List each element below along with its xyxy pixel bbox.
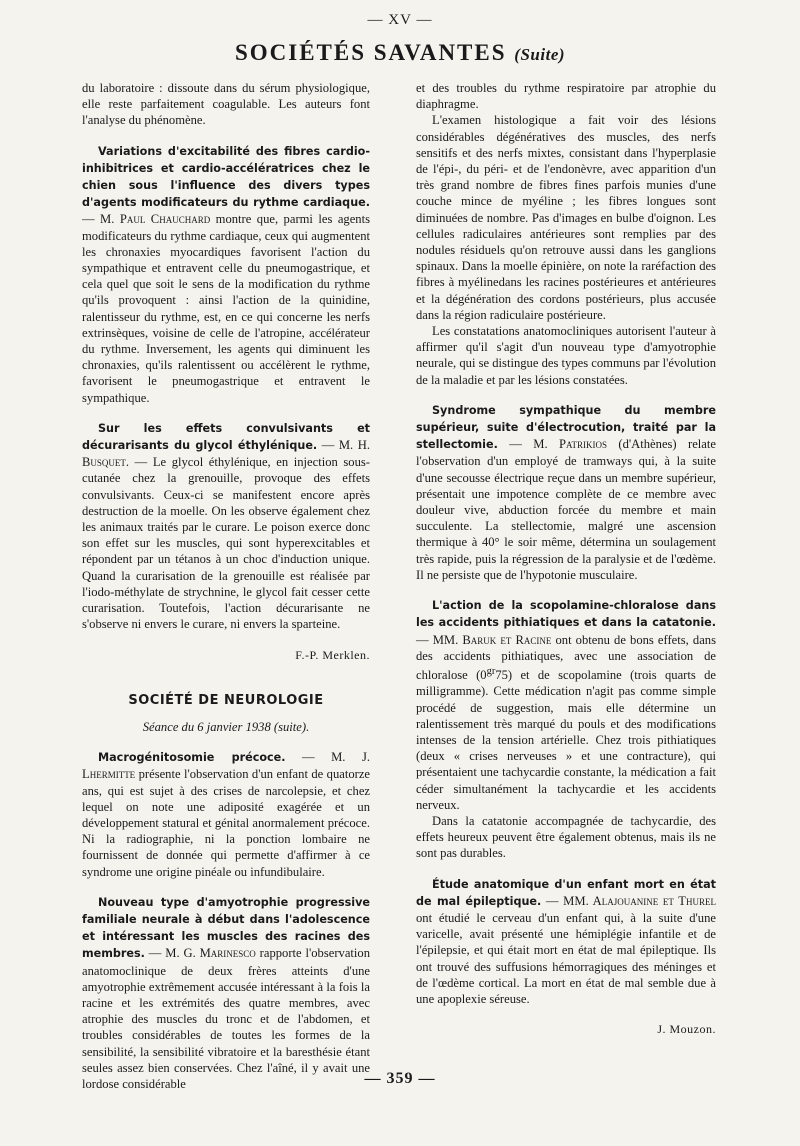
entry-author: M. J. Lhermitte <box>82 750 371 782</box>
paragraph: L'examen histologique a fait voir des lésions considérables dégénératives des muscles, des nerfs sensitifs et des nerfs mixtes, consistant dans l'hyperplasie de l'épi-, du péri- et de l'endonèvre, avec apparition d'un très grand nombre de fibres fines parfois munies d'une couche mince de myéline ; les fibres longues sont diminuées de nombre. Pas d'images en bulbe d'oignon. Les cellules radiculaires antérieures sont remplies par des nodules résiduels qu'on retrouve aussi dans les ganglions spinaux. Dans la moelle épinière, on note la raréfaction des fibres à myélinedans les racines postérieures et antérieures et la dégénération des cordons postérieurs, plus accusée dans la région radiculaire postérieure. <box>416 113 716 322</box>
entry-author: M. H. Busquet. <box>82 438 370 470</box>
entry-title: L'action de la scopolamine-chloralose dans les accidents pithiatiques et dans la catatonie. <box>416 599 716 630</box>
entry-author: MM. Baruk et Racine <box>432 632 552 647</box>
entry-marinesco: Nouveau type d'amyotrophie progressive familiale neurale à début dans l'adolescence et intéressant les muscles des racines des membres. — M. G. Marinesco rapporte l'observation anatomoclinique de deux frères atteints d'une amyotrophie extrêmement accusée intéressant à la fois la racine et les extrémités des quatre membres, avec atrophie des muscles du tronc et de l'abdomen, et troubles considérables de toutes les formes de la sensibilité, la sensibilité vibratoire et la baresthésie étant seules assez bien conservées. Chez l'aîné, il y avait une lordose considérable <box>82 895 371 1091</box>
entry-author: M. Paul Chauchard <box>100 212 211 227</box>
entry-body-continued: 75) et de scopolamine (trois quarts de milligramme). Cette médication n'agit pas comme simple procédé de suggestion, mais elle détermine un ralentissement très marqué du pouls et des modifications intenses de la tension artérielle. Chez trois pithiatiques (deux « crises nerveuses » et une contracture), qui présentaient une tachycardie constante, la médication a fait céder simultanément la tachycardie et les accidents nerveux. <box>416 668 716 812</box>
entry-baruk-racine: L'action de la scopolamine-chloralose dans les accidents pithiatiques et dans la catatonie. — MM. Baruk et Racine ont obtenu de bons effets, dans des accidents pithiatiques, avec une association de chloralose $(0^{gr}75)$ et de scopolamine (trois quarts de milligramme). Cette médication n'agit pas comme simple procédé de suggestion, mais elle détermine un ralentissement très marqué du pouls et des modifications intenses de la tension artérielle. Chez trois pithiatiques (deux « crises nerveuses » et une contracture), qui présentaient une tachycardie constante, la médication a fait céder simultanément la tachycardie et les accidents nerveux. <box>416 599 716 812</box>
left-intro: du laboratoire : dissoute dans du sérum physiologique, elle reste parfaitement coagulable. Les auteurs font l'analyse du phénomène. <box>82 81 370 128</box>
entry-body: ont étudié le cerveau d'un enfant qui, à la suite d'une varicelle, avait présenté une hémiplégie infantile et de l'épilepsie, et qui était mort en état de mal épileptique. Ils ont trouvé des suffusions hémorragiques des méninges et de l'œdème cortical. La mort en état de mal semble due à une apoplexie séreuse. <box>416 910 716 1006</box>
entry-body: présente l'observation d'un enfant de quatorze ans, qui est sujet à des crises de narcolepsie, et chez lequel on note une adiposité exagérée et un développement statural et génital anormalement précoce. Ni la radiographie, ni la ponction lombaire ne fournissent de donnée qui permette d'affirmer à ce syndrome une origine pinéale ou infundibulaire. <box>82 767 370 879</box>
entry-title: Syndrome sympathique du membre supérieur, suite d'électrocution, traité par la stellectomie. <box>416 403 716 452</box>
entry-title: Nouveau type d'amyotrophie progressive familiale neurale à début dans l'adolescence et intéressant les muscles des racines des membres. <box>82 895 370 961</box>
entry-title: Étude anatomique d'un enfant mort en état de mal épileptique. <box>416 877 716 908</box>
page-title <box>0 40 800 66</box>
entry-author: M. Patrikios <box>533 437 607 452</box>
entry-title: Variations d'excitabilité des fibres cardio-inhibitrices et cardio-accélératrices chez le chien sous l'influence des divers types d'agents modificateurs du rythme cardiaque. <box>82 144 370 210</box>
entry-body: ont obtenu de bons effets, dans des accidents pithiatiques, avec une association de chloralose (0 <box>416 632 716 683</box>
entry-lhermitte: Macrogénitosomie précoce. — M. J. Lhermitte présente l'observation d'un enfant de quatorze ans, qui est sujet à des crises de narcolepsie, et chez lequel on note une adiposité exagérée et un développement statural et génital anormalement précoce. Ni la radiographie, ni la ponction lombaire ne fournissent de donnée qui permette d'affirmer à ce syndrome une origine pinéale ou infundibulaire. <box>82 750 371 879</box>
entry-busquet: Sur les effets convulsivants et décurarisants du glycol éthylénique. — M. H. Busquet. — Le glycol éthylénique, en injection sous-cutanée chez la grenouille, provoque des effets convulsivants. Ceux-ci se manifestent encore après destruction de la moelle. On les observe également chez les animaux traités par le curare. Le poison exerce donc son effet sur les muscles, qui sont hyperexcitables et répondent par un tétanos à un choc d'induction unique. Quand la curarisation de la grenouille est réalisée par l'iodo-méthylate de strychnine, le glycol fait cesser cette curarisation. Toutefois, l'action décurarisante ne s'observe ni envers le curare, ni envers la sparteine. <box>82 421 370 632</box>
entry-chauchard: Variations d'excitabilité des fibres cardio-inhibitrices et cardio-accélératrices chez le chien sous l'influence des divers types d'agents modificateurs du rythme cardiaque. — M. Paul Chauchard montre que, parmi les agents modificateurs du rythme cardiaque, ceux qui augmentent les chronaxies myocardiques favorisent l'action du sympathique et entravent celle du pneumogastrique, et cela quel que soit le sens de la modification du rythme qu'ils provoquent : ainsi l'action de la quinidine, ralentisseur du rythme, est, en ce qui concerne les nerfs extrinsèques, voisine de celle de l'atropine, accélérateur du rythme. Inversement, les agents qui diminuent les chronaxies, qu'ils ralentissent ou accélèrent le rythme, favorisent le pneumogastrique et entravent le sympathique. <box>82 144 370 405</box>
right-intro: et des troubles du rythme respiratoire par atrophie du diaphragme. <box>416 81 716 112</box>
left-column <box>82 80 370 1092</box>
session-date: Séance du 6 janvier 1938 (suite). <box>142 719 310 734</box>
entry-title: Sur les effets convulsivants et décurarisants du glycol éthylénique. <box>82 421 370 453</box>
entry-author: MM. Alajouanine et Thurel <box>563 893 716 908</box>
entry-body: (d'Athènes) relate l'observation d'un employé de tramways qui, à la suite d'une secousse électrique reçue dans un membre supérieur, présentait une impotence complète de ce membre avec douleur vive, abduction forcée du membre et main succulente. La stellectomie, malgré une ascension thermique à 40° le soir même, détermina un soulagement très rapide, puis la régression de la paralysie et de l'œdème. Il ne persiste que de l'hypotonie musculaire. <box>416 437 716 582</box>
page-roman-numeral: — XV — <box>367 12 433 28</box>
title-suffix: (Suite) <box>514 45 566 64</box>
entry-author: M. G. Marinesco <box>165 946 256 961</box>
dose-unit: gr <box>486 665 496 677</box>
signature: F.-P. Merklen. <box>295 647 370 662</box>
paragraph: Dans la catatonie accompagnée de tachycardie, des effets heureux peuvent être également obtenus, mais ils ne sont pas durables. <box>416 813 716 861</box>
page-number: — 359 — <box>364 1070 436 1087</box>
entry-body: montre que, parmi les agents modificateurs du rythme cardiaque, ceux qui augmentent les chronaxies myocardiques favorisent l'action du sympathique et entravent celle du pneumogastrique, et cela quel que soit le sens de la modification du rythme qu'ils provoquent : ainsi l'action de la quinidine, ralentisseur du rythme, est, en ce qui concerne les nerfs extrinsèques, voisine de celle de l'atropine, accélérateur du rythme. Inversement, les agents qui diminuent les chronaxies, qu'ils ralentissent ou accélèrent le rythme, favorisent le pneumogastrique et entravent le sympathique. <box>82 212 370 405</box>
entry-body: rapporte l'observation anatomoclinique de deux frères atteints d'une amyotrophie extrêmement accusée intéressant à la fois la racine et les extrémités des quatre membres, avec atrophie des muscles du tronc et de l'abdomen, et troubles considérables de toutes les formes de la sensibilité, la sensibilité vibratoire et la baresthésie étant seules assez bien conservées. Chez l'aîné, il y avait une lordose considérable <box>82 946 371 1091</box>
entry-title: Macrogénitosomie précoce. <box>98 751 286 765</box>
section-heading: SOCIÉTÉ DE NEUROLOGIE <box>128 692 324 708</box>
entry-alajouanine: Étude anatomique d'un enfant mort en état de mal épileptique. — MM. Alajouanine et Thurel ont étudié le cerveau d'un enfant qui, à la suite d'une varicelle, avait présenté une hémiplégie infantile et de l'épilepsie, et qui était mort en état de mal épileptique. Ils ont trouvé des suffusions hémorragiques des méninges et de l'œdème cortical. La mort en état de mal semble due à une apoplexie séreuse. <box>416 877 716 1006</box>
paragraph: Les constatations anatomocliniques autorisent l'auteur à affirmer qu'il s'agit d'un nouveau type d'amyotrophie neurale, qui se distingue des types communs par l'évolution de la maladie et par les lésions constatées. <box>416 324 716 387</box>
entry-body: Le glycol éthylénique, en injection sous-cutanée chez la grenouille, provoque des effets convulsivants. Ceux-ci se manifestent encore après destruction de la moelle. On les observe également chez les animaux traités par le curare. Le poison exerce donc son effet sur les muscles, qui sont hyperexcitables et répondent par un tétanos à un choc d'induction unique. Quand la curarisation de la grenouille est réalisée par l'iodo-méthylate de strychnine, le glycol fait cesser cette curarisation. Toutefois, l'action décurarisante ne s'observe ni envers le curare, ni envers la sparteine. <box>82 455 370 632</box>
entry-patrikios: Syndrome sympathique du membre supérieur, suite d'électrocution, traité par la stellectomie. — M. Patrikios (d'Athènes) relate l'observation d'un employé de tramways qui, à la suite d'une secousse électrique reçue dans un membre supérieur, présentait une impotence complète de ce membre avec douleur vive, abduction forcée du membre et main succulente. La stellectomie, malgré une ascension thermique à 40° le soir même, détermina un soulagement très rapide, puis la régression de la paralysie et de l'œdème. Il ne persiste que de l'hypotonie musculaire. <box>416 403 716 582</box>
right-column <box>416 80 716 1037</box>
signature: J. Mouzon. <box>657 1022 716 1037</box>
title-text: SOCIÉTÉS SAVANTES <box>234 40 507 65</box>
